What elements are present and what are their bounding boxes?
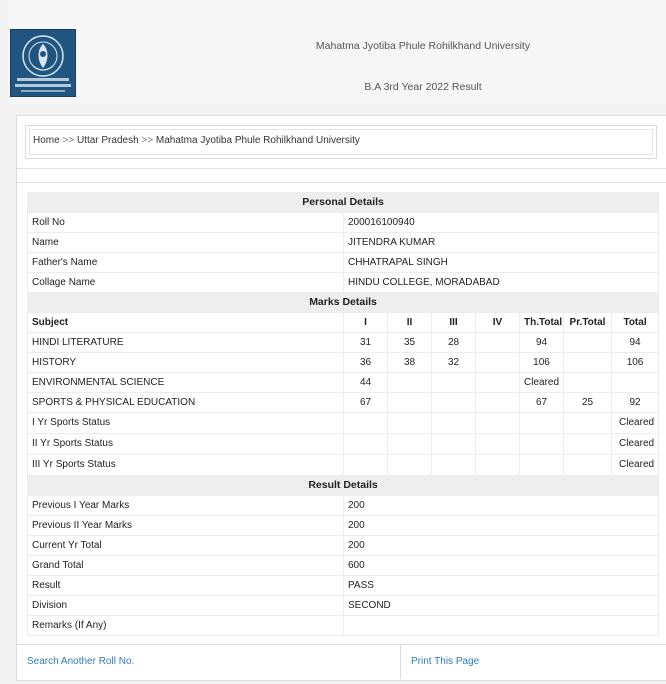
- mark-cell: [476, 373, 520, 393]
- mark-cell: Cleared: [520, 373, 564, 393]
- breadcrumb-separator: >>: [62, 135, 75, 146]
- marks-details-heading: Marks Details: [28, 293, 659, 313]
- mark-cell: 32: [432, 353, 476, 373]
- name-value: JITENDRA KUMAR: [344, 233, 659, 253]
- university-logo: [10, 29, 76, 97]
- result-value: PASS: [344, 576, 659, 596]
- mark-cell: 94: [520, 333, 564, 353]
- mark-cell: 92: [612, 393, 659, 413]
- remarks-value: [344, 616, 659, 636]
- breadcrumb-state[interactable]: Uttar Pradesh: [76, 135, 139, 146]
- mark-cell: 67: [520, 393, 564, 413]
- marks-row: [28, 333, 659, 353]
- sports-status-row: [28, 434, 659, 455]
- college-name-value: HINDU COLLEGE, MORADABAD: [344, 273, 659, 293]
- label: Name: [28, 233, 344, 253]
- result-row: [28, 496, 659, 516]
- search-another-roll-link[interactable]: Search Another Roll No.: [27, 656, 135, 667]
- mark-cell: [564, 373, 612, 393]
- father-name-value: CHHATRAPAL SINGH: [344, 253, 659, 273]
- col-paper-2: II: [388, 313, 432, 333]
- result-row: [28, 596, 659, 616]
- marks-row: [28, 373, 659, 393]
- result-row: [28, 556, 659, 576]
- col-subject: Subject: [28, 313, 344, 333]
- mark-cell: 44: [344, 373, 388, 393]
- university-seal-icon: [11, 30, 75, 96]
- mark-cell: [564, 333, 612, 353]
- label: Collage Name: [28, 273, 344, 293]
- personal-row: [28, 253, 659, 273]
- mark-cell: [476, 393, 520, 413]
- mark-cell: [476, 353, 520, 373]
- label: Result: [28, 576, 344, 596]
- subject-name: HISTORY: [28, 353, 344, 373]
- mark-cell: 106: [520, 353, 564, 373]
- status-label: II Yr Sports Status: [28, 434, 344, 455]
- label: Grand Total: [28, 556, 344, 576]
- mark-cell: [612, 373, 659, 393]
- mark-cell: [564, 353, 612, 373]
- result-row: [28, 576, 659, 596]
- subject-name: SPORTS & PHYSICAL EDUCATION: [28, 393, 344, 413]
- col-paper-4: IV: [476, 313, 520, 333]
- university-name: Mahatma Jyotiba Phule Rohilkhand University: [315, 40, 531, 52]
- mark-cell: [432, 393, 476, 413]
- mark-cell: 31: [344, 333, 388, 353]
- mark-cell: 35: [388, 333, 432, 353]
- divider: [17, 182, 666, 183]
- label: Father's Name: [28, 253, 344, 273]
- col-paper-3: III: [432, 313, 476, 333]
- col-practical-total: Pr.Total: [564, 313, 612, 333]
- status-label: III Yr Sports Status: [28, 455, 344, 476]
- print-page-link[interactable]: Print This Page: [411, 656, 480, 667]
- result-row: [28, 516, 659, 536]
- sports-status-row: [28, 413, 659, 434]
- status-value: Cleared: [612, 413, 659, 434]
- mark-cell: 25: [564, 393, 612, 413]
- personal-details-heading: Personal Details: [28, 193, 659, 213]
- label: Roll No: [28, 213, 344, 233]
- divider: [17, 168, 666, 169]
- marks-row: [28, 393, 659, 413]
- grand-total-value: 600: [344, 556, 659, 576]
- mark-cell: 28: [432, 333, 476, 353]
- mark-cell: 38: [388, 353, 432, 373]
- prev-1-year-value: 200: [344, 496, 659, 516]
- current-year-total-value: 200: [344, 536, 659, 556]
- label: Remarks (If Any): [28, 616, 344, 636]
- division-value: SECOND: [344, 596, 659, 616]
- personal-row: [28, 233, 659, 253]
- result-row: [28, 536, 659, 556]
- result-table: [27, 192, 659, 636]
- roll-no-value: 200016100940: [344, 213, 659, 233]
- mark-cell: [432, 373, 476, 393]
- mark-cell: 36: [344, 353, 388, 373]
- label: Previous I Year Marks: [28, 496, 344, 516]
- marks-row: [28, 353, 659, 373]
- subject-name: HINDI LITERATURE: [28, 333, 344, 353]
- result-title: B.A 3rd Year 2022 Result: [364, 81, 482, 93]
- label: Division: [28, 596, 344, 616]
- status-value: Cleared: [612, 434, 659, 455]
- col-total: Total: [612, 313, 659, 333]
- result-footer: [17, 644, 666, 679]
- result-details-heading: Result Details: [28, 476, 659, 496]
- personal-row: [28, 273, 659, 293]
- label: Previous II Year Marks: [28, 516, 344, 536]
- breadcrumb-home[interactable]: Home: [33, 135, 60, 146]
- mark-cell: 94: [612, 333, 659, 353]
- subject-name: ENVIRONMENTAL SCIENCE: [28, 373, 344, 393]
- mark-cell: [476, 333, 520, 353]
- col-theory-total: Th.Total: [520, 313, 564, 333]
- prev-2-year-value: 200: [344, 516, 659, 536]
- personal-row: [28, 213, 659, 233]
- sports-status-row: [28, 455, 659, 476]
- breadcrumb-separator: >>: [141, 135, 154, 146]
- mark-cell: 106: [612, 353, 659, 373]
- status-label: I Yr Sports Status: [28, 413, 344, 434]
- col-paper-1: I: [344, 313, 388, 333]
- breadcrumb: [33, 135, 360, 146]
- label: Current Yr Total: [28, 536, 344, 556]
- result-panel: [16, 115, 666, 681]
- mark-cell: [388, 373, 432, 393]
- page-header: [8, 0, 666, 104]
- mark-cell: 67: [344, 393, 388, 413]
- breadcrumb-university[interactable]: Mahatma Jyotiba Phule Rohilkhand University: [155, 135, 360, 146]
- result-row: [28, 616, 659, 636]
- status-value: Cleared: [612, 455, 659, 476]
- marks-header-row: [28, 313, 659, 333]
- mark-cell: [388, 393, 432, 413]
